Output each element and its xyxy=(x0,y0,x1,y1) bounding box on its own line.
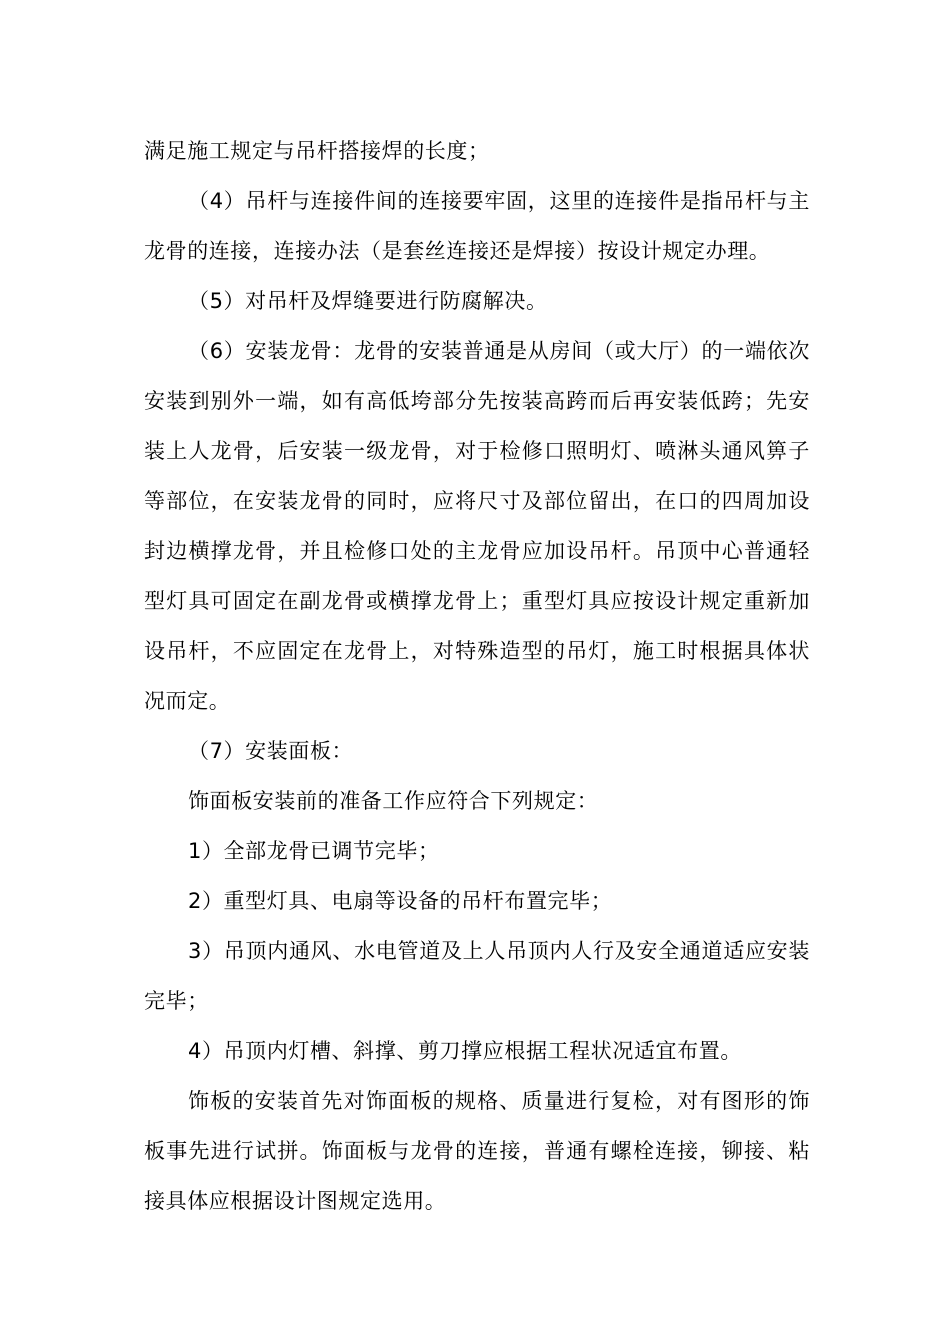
list-item-4: 4）吊顶内灯槽、斜撑、剪刀撑应根据工程状况适宜布置。 xyxy=(188,1039,742,1063)
paragraph-item-7: （7）安装面板： xyxy=(188,739,354,763)
paragraph-item-6: （6）安装龙骨：龙骨的安装普通是从房间（或大厅）的一端依次安装到别外一端，如有高低垮部分先按装高跨而后再安装低跨；先安装上人龙骨，后安装一级龙骨，对于检修口照明灯、喷淋头通风箅子等部位，在安装龙骨的同时，应将尺寸及部位留出，在口的四周加设封边横撑龙骨，并且检修口处的主龙骨应加设吊杆。吊顶中心普通轻型灯具可固定在副龙骨或横撑龙骨上；重型灯具应按设计规定重新加设吊杆，不应固定在龙骨上，对特殊造型的吊灯，施工时根据具体状况而定。 xyxy=(144,339,810,713)
list-item-1: 1）全部龙骨已调节完毕； xyxy=(188,839,440,863)
paragraph-item-4: （4）吊杆与连接件间的连接要牢固，这里的连接件是指吊杆与主龙骨的连接，连接办法（是套丝连接还是焊接）按设计规定办理。 xyxy=(144,189,810,263)
paragraph-item-5: （5）对吊杆及焊缝要进行防腐解决。 xyxy=(188,289,548,313)
paragraph-preparation-intro: 饰面板安装前的准备工作应符合下列规定： xyxy=(188,789,599,813)
list-item-2: 2）重型灯具、电扇等设备的吊杆布置完毕； xyxy=(188,889,613,913)
paragraph-continuation: 满足施工规定与吊杆搭接焊的长度； xyxy=(144,139,490,163)
list-item-3: 3）吊顶内通风、水电管道及上人吊顶内人行及安全通道适应安装完毕； xyxy=(144,939,810,1013)
document-body xyxy=(144,126,810,1226)
paragraph-panel-installation: 饰板的安装首先对饰面板的规格、质量进行复检，对有图形的饰板事先进行试拼。饰面板与龙骨的连接，普通有螺栓连接，铆接、粘接具体应根据设计图规定选用。 xyxy=(144,1089,810,1213)
